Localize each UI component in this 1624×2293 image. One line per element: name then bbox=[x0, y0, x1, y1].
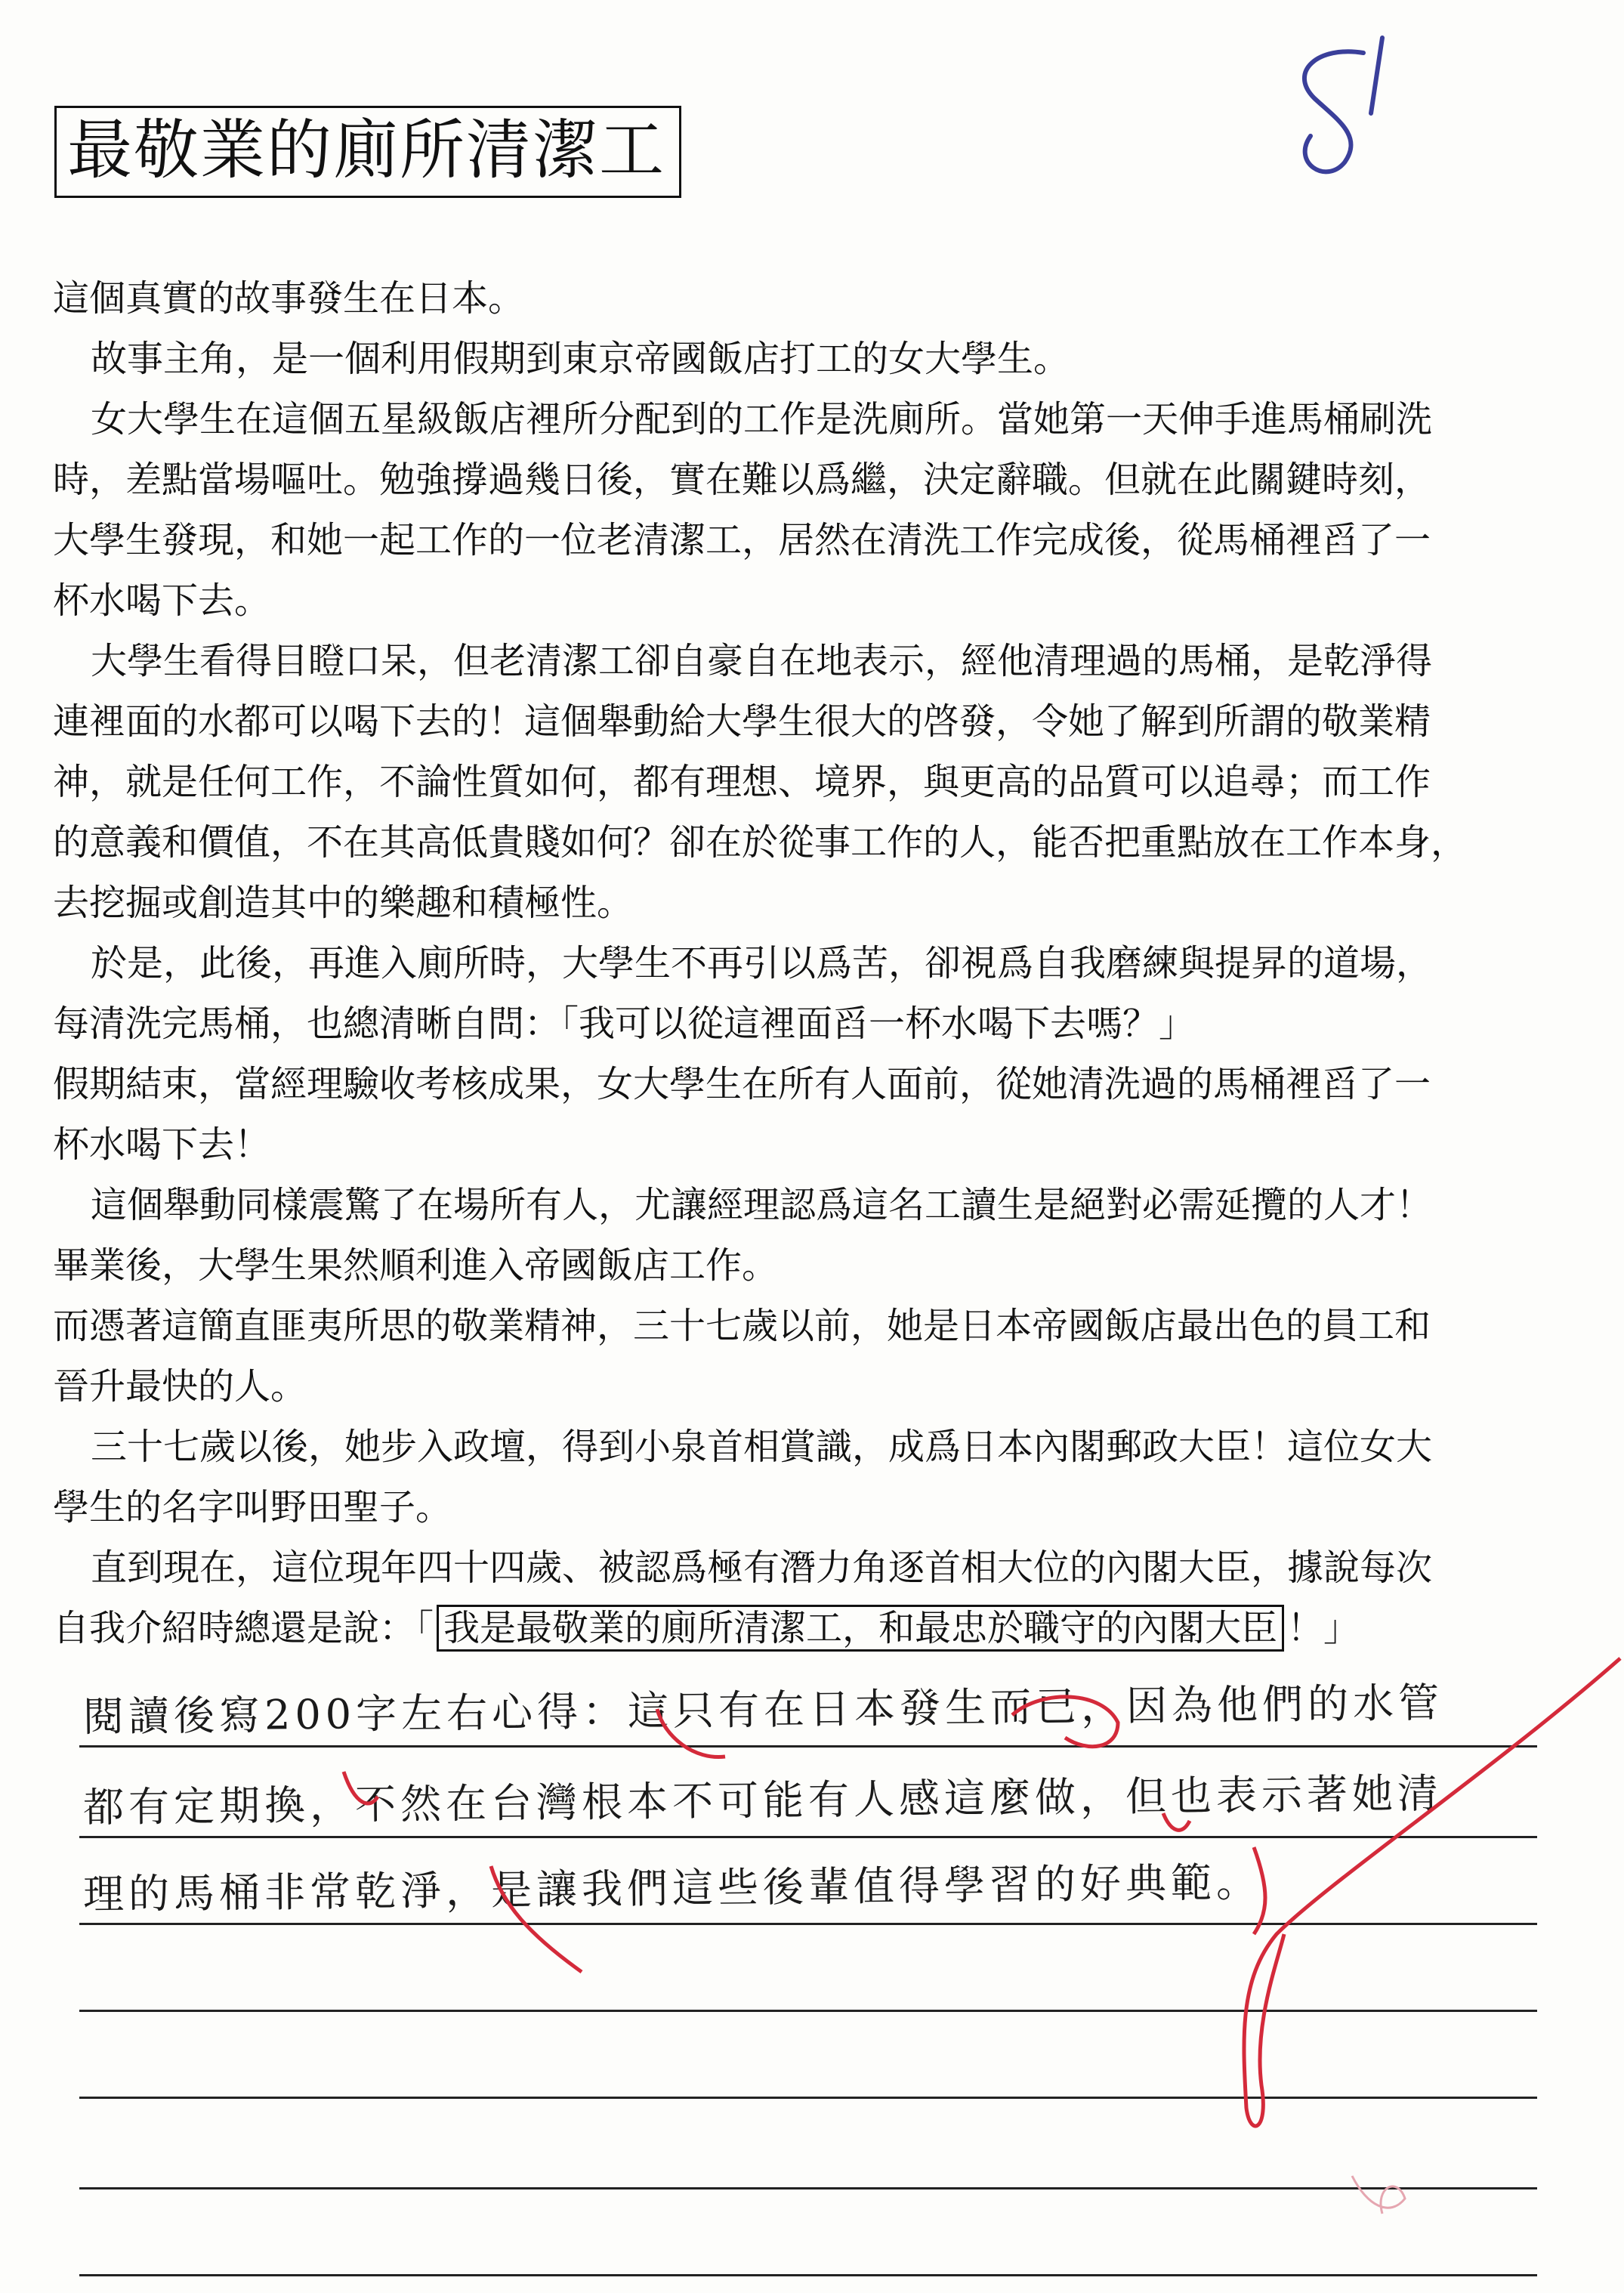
story-line: 神，就是任何工作，不論性質如何，都有理想、境界，與更高的品質可以追尋；而工作 bbox=[53, 761, 1431, 803]
story-line: 每清洗完馬桶，也總清晰自問：「我可以從這裡面舀一杯水喝下去嗎？」 bbox=[53, 1003, 1196, 1045]
page-title: 最敬業的廁所清潔工 bbox=[54, 106, 681, 198]
story-line: 這個真實的故事發生在日本。 bbox=[53, 277, 525, 320]
closing-suffix: ！」 bbox=[1287, 1607, 1360, 1649]
story-line: 大學生看得目瞪口呆，但老清潔工卻自豪自在地表示，經他清理過的馬桶，是乾淨得 bbox=[91, 640, 1433, 682]
writing-line bbox=[79, 1745, 1537, 1748]
story-line: 杯水喝下去！ bbox=[53, 1123, 271, 1166]
story-line: 的意義和價值，不在其高低貴賤如何？卻在於從事工作的人，能否把重點放在工作本身， bbox=[53, 821, 1468, 864]
story-line: 這個舉動同樣震驚了在場所有人，尤讓經理認爲這名工讀生是絕對必需延攬的人才！ bbox=[91, 1184, 1433, 1226]
writing-line bbox=[79, 1836, 1537, 1838]
closing-prefix: 自我介紹時總還是說：「 bbox=[53, 1607, 434, 1649]
handwritten-line: 都有定期換，不然在台灣根本不可能有人感這麼做，但也表示著她清 bbox=[82, 1769, 1443, 1831]
handwritten-line: 閱讀後寫200字左右心得：這只有在日本發生而已，因為他們的水管 bbox=[82, 1679, 1444, 1741]
story-line: 大學生發現，和她一起工作的一位老清潔工，居然在清洗工作完成後，從馬桶裡舀了一 bbox=[53, 519, 1431, 561]
story-line: 杯水喝下去。 bbox=[53, 579, 271, 622]
writing-line bbox=[79, 2010, 1537, 2012]
writing-line bbox=[79, 2274, 1537, 2276]
story-line: 直到現在，這位現年四十四歲、被認爲極有潛力角逐首相大位的內閣大臣，據說每次 bbox=[91, 1547, 1433, 1589]
writing-line bbox=[79, 2097, 1537, 2099]
grade-mark bbox=[1250, 30, 1462, 181]
story-line: 晉升最快的人。 bbox=[53, 1365, 307, 1408]
story-line: 於是，此後，再進入廁所時，大學生不再引以爲苦，卻視爲自我磨練與提昇的道場， bbox=[91, 942, 1433, 984]
story-line: 而憑著這簡直匪夷所思的敬業精神，三十七歲以前，她是日本帝國飯店最出色的員工和 bbox=[53, 1305, 1431, 1347]
story-line: 三十七歲以後，她步入政壇，得到小泉首相賞識，成爲日本內閣郵政大臣！這位女大 bbox=[91, 1426, 1433, 1468]
closing-line bbox=[53, 1598, 1571, 1658]
story-line: 假期結束，當經理驗收考核成果，女大學生在所有人面前，從她清洗過的馬桶裡舀了一 bbox=[53, 1063, 1431, 1105]
story-line: 時，差點當場嘔吐。勉強撐過幾日後，實在難以爲繼，決定辭職。但就在此關鍵時刻， bbox=[53, 459, 1431, 501]
story-line: 故事主角，是一個利用假期到東京帝國飯店打工的女大學生。 bbox=[91, 338, 1070, 380]
student-response bbox=[0, 1662, 1624, 2267]
story-line: 女大學生在這個五星級飯店裡所分配到的工作是洗廁所。當她第一天伸手進馬桶刷洗 bbox=[91, 398, 1433, 440]
writing-line bbox=[79, 1923, 1537, 1925]
writing-line bbox=[79, 2187, 1537, 2189]
story-line: 連裡面的水都可以喝下去的！這個舉動給大學生很大的啓發，令她了解到所謂的敬業精 bbox=[53, 700, 1431, 743]
story-line: 學生的名字叫野田聖子。 bbox=[53, 1486, 452, 1528]
story-line: 去挖掘或創造其中的樂趣和積極性。 bbox=[53, 882, 634, 924]
story-line: 畢業後，大學生果然順利進入帝國飯店工作。 bbox=[53, 1244, 779, 1287]
handwritten-line: 理的馬桶非常乾淨，是讓我們這些後輩值得學習的好典範。 bbox=[82, 1858, 1262, 1918]
boxed-quote: 我是最敬業的廁所清潔工，和最忠於職守的內閣大臣 bbox=[437, 1605, 1284, 1652]
story-text bbox=[53, 268, 1571, 1658]
